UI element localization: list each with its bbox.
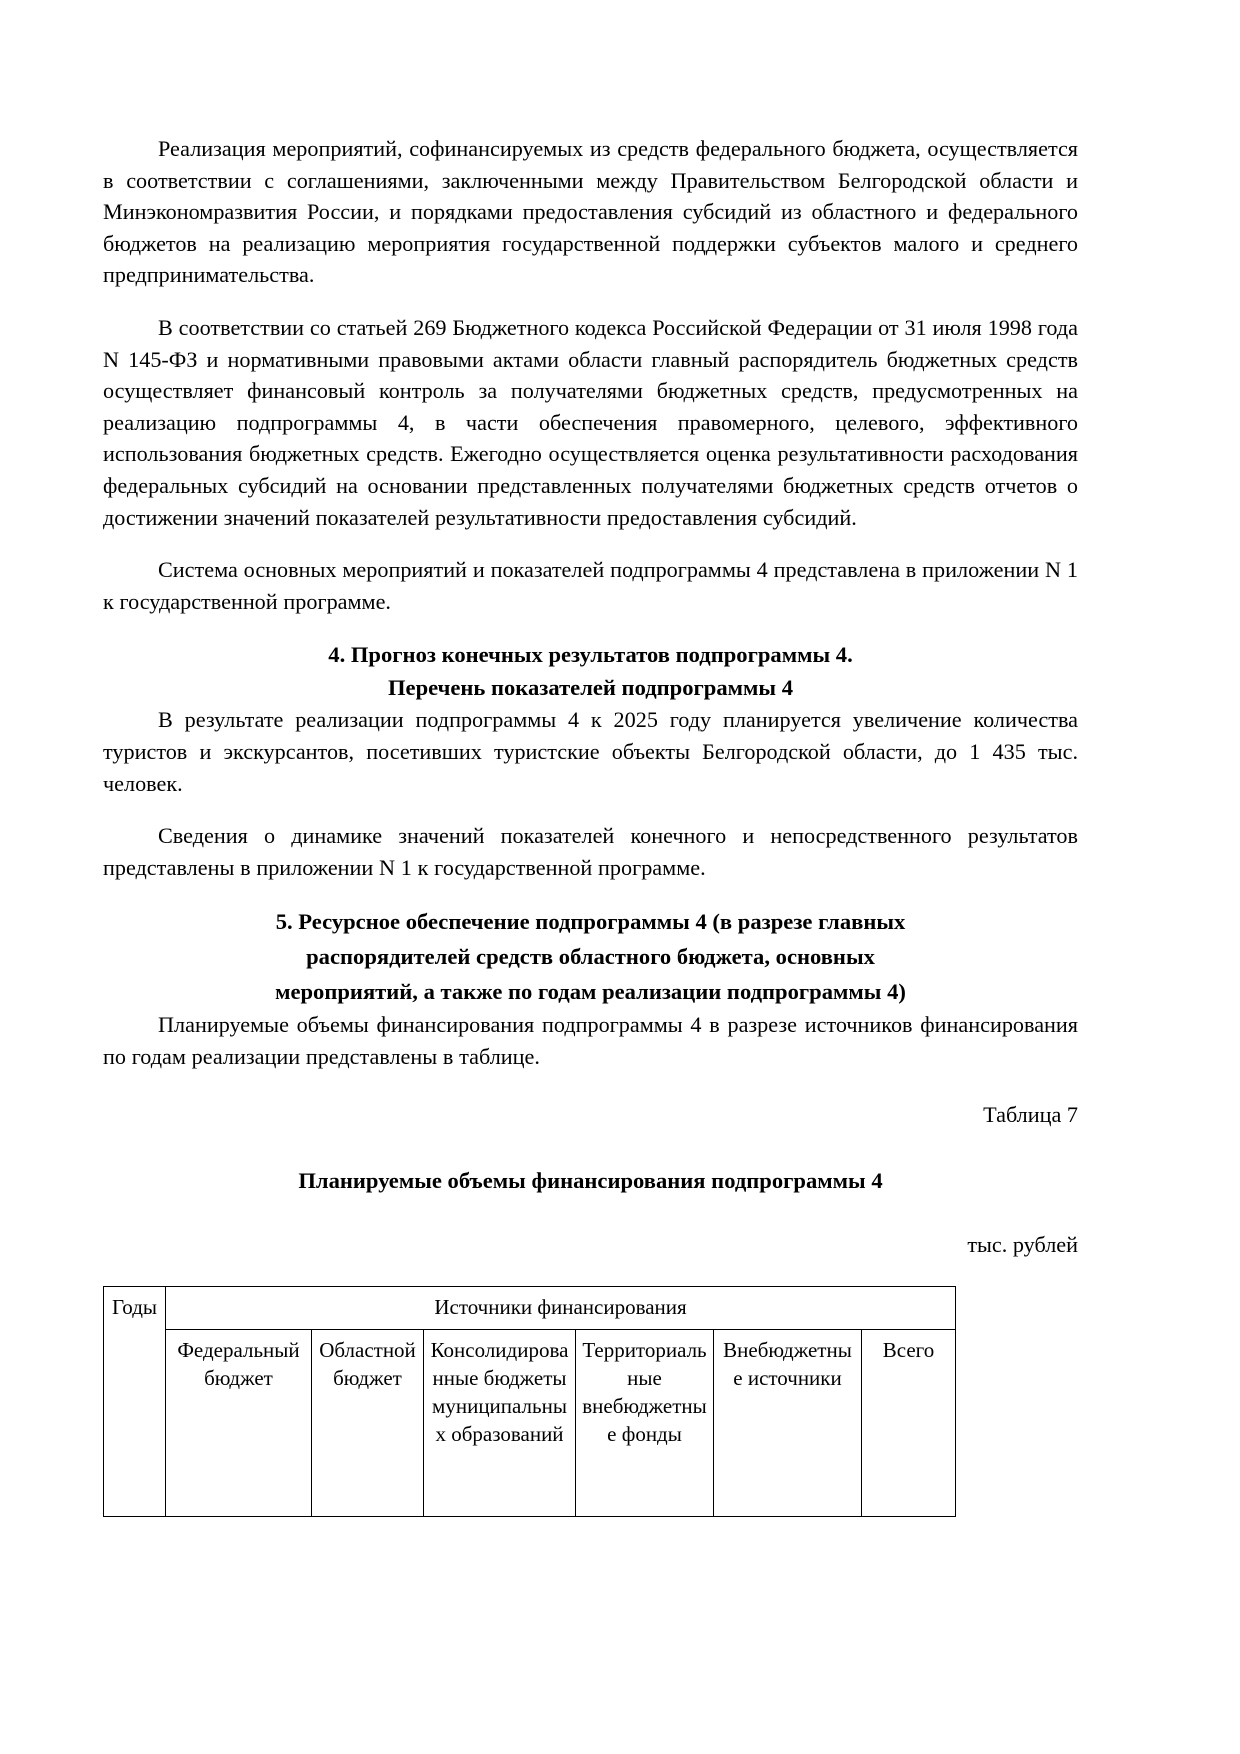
table-row-header-columns [104, 1330, 956, 1517]
paragraph-4: В результате реализации подпрограммы 4 к 2025 году планируется увеличение количества туристов и экскурсантов, посетивших туристские объекты Белгородской области, до 1 435 тыс. человек. [103, 707, 1078, 796]
table-header-federal-budget: Федеральный бюджет [166, 1330, 312, 1517]
heading-section-5-line-3: мероприятий, а также по годам реализации подпрограммы 4) [275, 979, 906, 1005]
table-header-regional-budget: Областной бюджет [312, 1330, 424, 1517]
paragraph-6: Планируемые объемы финансирования подпрограммы 4 в разрезе источников финансирования по годам реализации представлены в таблице. [103, 1012, 1078, 1069]
paragraph-3: Система основных мероприятий и показателей подпрограммы 4 представлена в приложении N 1 к государственной программе. [103, 557, 1078, 614]
heading-section-5-line-1: 5. Ресурсное обеспечение подпрограммы 4 (в разрезе главных [275, 909, 906, 935]
table-header-consolidated-municipal-budgets: Консолидированные бюджеты муниципальных образований [424, 1330, 576, 1517]
page-content [103, 133, 1078, 1517]
paragraph-5: Сведения о динамике значений показателей конечного и непосредственного результатов представлены в приложении N 1 к государственной программе. [103, 823, 1078, 880]
table-number-label: Таблица 7 [983, 1102, 1078, 1128]
financing-table [103, 1286, 956, 1517]
heading-section-5 [103, 904, 1078, 1009]
heading-section-4 [103, 638, 1078, 704]
heading-section-5-line-2: распорядителей средств областного бюджета, основных [306, 944, 875, 970]
table-title: Планируемые объемы финансирования подпрограммы 4 [298, 1168, 883, 1194]
paragraph-2: В соответствии со статьей 269 Бюджетного кодекса Российской Федерации от 31 июля 1998 года N 145-ФЗ и нормативными правовыми актами области главный распорядитель бюджетных средств осуществляет финансовый контроль за получателями бюджетных средств, предусмотренных на реализацию подпрограммы 4, в части обеспечения правомерного, целевого, эффективного использования бюджетных средств. Ежегодно осуществляется оценка результативности расходования федеральных субсидий на основании представленных получателями бюджетных средств отчетов о достижении значений показателей результативности предоставления субсидий. [103, 314, 1078, 530]
table-header-total: Всего [862, 1330, 956, 1517]
table-row-header-top [104, 1287, 956, 1330]
heading-section-4-line-2: Перечень показателей подпрограммы 4 [387, 675, 794, 701]
heading-section-4-line-1: 4. Прогноз конечных результатов подпрограммы 4. [328, 642, 853, 668]
table-units-label: тыс. рублей [967, 1232, 1078, 1258]
table-header-sources: Источники финансирования [166, 1287, 956, 1330]
table-header-extrabudgetary-sources: Внебюджетные источники [714, 1330, 862, 1517]
table-header-years: Годы [104, 1287, 166, 1517]
paragraph-1: Реализация мероприятий, софинансируемых из средств федерального бюджета, осуществляется в соответствии с соглашениями, заключенными между Правительством Белгородской области и Минэкономразвития России, и порядками предоставления субсидий из областного и федерального бюджетов на реализацию мероприятия государственной поддержки субъектов малого и среднего предпринимательства. [103, 136, 1078, 288]
table-header-territorial-extrabudgetary-funds: Территориальные внебюджетные фонды [576, 1330, 714, 1517]
